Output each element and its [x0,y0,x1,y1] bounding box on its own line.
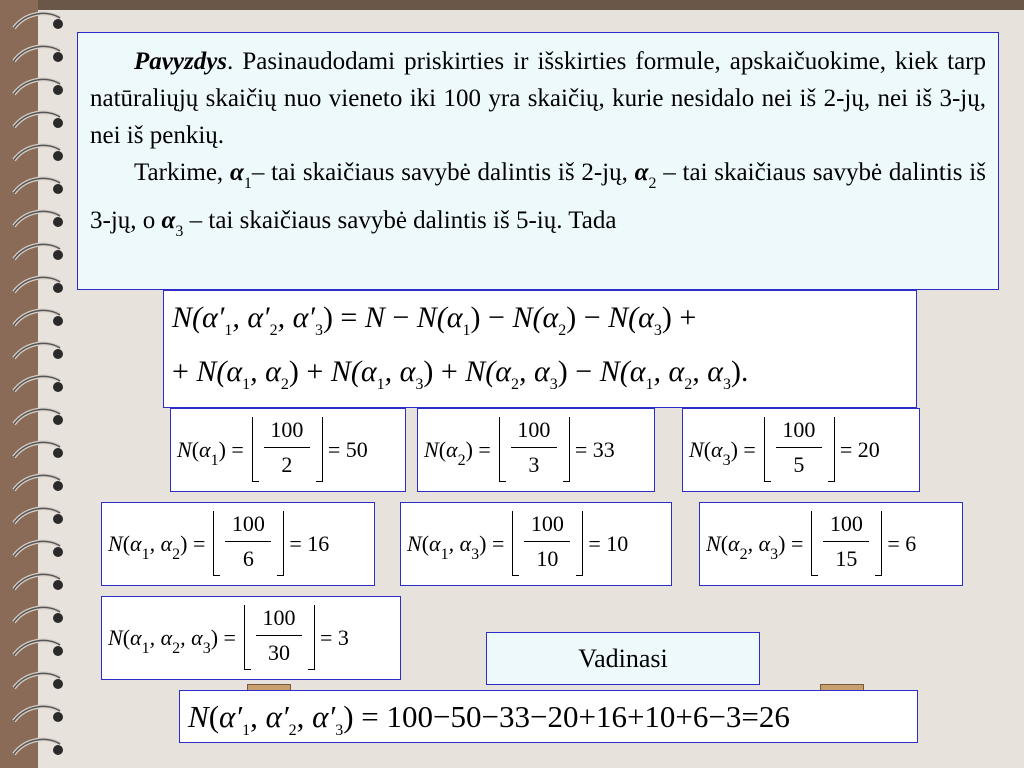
therefore-box [486,632,760,685]
floor-bracket-left [512,511,519,576]
spiral-coil [8,74,66,100]
fraction: 100 3 [511,417,557,478]
spiral-coil [8,602,66,628]
calc-result: = 50 [327,437,368,462]
spiral-coil [8,635,66,661]
spiral-coil [8,173,66,199]
calc-result: = 20 [839,437,880,462]
fraction: 100 2 [264,417,310,478]
example-text-box [77,32,999,290]
calc-lhs: $N(\alpha_2)$ = [424,437,491,469]
floor-bracket-left [213,511,220,576]
paragraph-2: Tarkime, $\alpha_1-$ tai skaičiaus savybė dalintis iš 2-jų, $\alpha_2$ – tai skaičiaus savybė dalintis iš 3-jų, o $\alpha_3$ – tai skaičiaus savybė dalintis iš 5-ių. Tada [90,159,986,240]
fraction: 100 15 [823,511,869,572]
calc-lhs: $N(\alpha_1)$ = [177,437,244,469]
calc-box [170,408,406,492]
spiral-coil [8,437,66,463]
floor-bracket-right [316,417,323,482]
spiral-coil [8,668,66,694]
calc-result: = 6 [887,531,917,556]
calc-result: = 16 [289,531,330,556]
p2-c: – tai skaičiaus savybė dalintis iš 3-jų, o [90,159,986,234]
paragraph-1 [90,43,986,154]
calc-lhs: $N(\alpha_3)$ = [689,437,756,469]
floor-bracket-right [308,605,315,670]
spiral-coil [8,239,66,265]
fraction: 100 10 [524,511,570,572]
formula-line-2: + $N(\alpha_1$, $\alpha_2) + N(\alpha_1$, $\alpha_3) + N(\alpha_2$, $\alpha_3) - N(\alpha_1$, $\alpha_2$, $\alpha_3$). [172,355,749,393]
p2-d: – tai skaičiaus savybė dalintis iš 5-ių. Tada [183,207,617,234]
spiral-coil [8,470,66,496]
spiral-coil [8,107,66,133]
fraction: 100 30 [256,605,302,666]
spiral-coil [8,569,66,595]
floor-bracket-left [811,511,818,576]
spiral-coil [8,371,66,397]
spiral-coil [8,8,66,34]
calc-lhs: $N(\alpha_1$, $\alpha_2$, $\alpha_3$) = [108,625,236,657]
floor-bracket-right [875,511,882,576]
spiral-coil [8,206,66,232]
spiral-coil [8,41,66,67]
example-label: Pavyzdys [134,48,228,75]
spiral-coil [8,536,66,562]
floor-bracket-left [499,417,506,482]
final-result-box [179,690,918,743]
floor-bracket-left [764,417,771,482]
calc-box [101,596,401,680]
spiral-coil [8,701,66,727]
paragraph-1-text: . Pasinaudodami priskirties ir išskirties formule, apskaičuokime, kiek tarp natūraliųjų skaičių nuo vieneto iki 100 yra skaičių, kurie nesidalo nei iš 2-jų, nei iš 3-jų, nei iš penkių. [90,48,986,149]
floor-bracket-right [576,511,583,576]
floor-bracket-right [828,417,835,482]
spiral-coil [8,734,66,760]
spiral-coil [8,305,66,331]
spiral-coil [8,140,66,166]
floor-bracket-left [244,605,251,670]
calc-box [101,502,375,586]
spiral-coil [8,272,66,298]
formula-line-1: $N(\alpha'_1$, $\alpha'_2$, $\alpha'_3) = N - N(\alpha_1) - N(\alpha_2) - N(\alpha_3)$ + [172,301,697,339]
top-border [0,0,1024,10]
calc-lhs: $N(\alpha_2$, $\alpha_3$) = [706,531,804,563]
inclusion-exclusion-formula [163,290,917,408]
calc-result: = 3 [319,625,349,650]
calc-box [682,408,920,492]
p2-a: Tarkime, [134,159,230,186]
floor-bracket-right [563,417,570,482]
calc-lhs: $N(\alpha_1$, $\alpha_2$) = [108,531,206,563]
fraction: 100 5 [776,417,822,478]
fraction: 100 6 [225,511,271,572]
spiral-coil [8,404,66,430]
therefore-label: Vadinasi [578,643,668,673]
calc-box [417,408,655,492]
floor-bracket-left [252,417,259,482]
calc-result: = 10 [588,531,629,556]
p2-b: – tai skaičiaus savybė dalintis iš 2-jų, [251,159,635,186]
final-rhs: 100−50−33−20+16+10+6−3=26 [386,699,790,734]
floor-bracket-right [277,511,284,576]
final-result: $N(\alpha'_1$, $\alpha'_2$, $\alpha'_3) = 100-50-33-20+16+10+6-3=26$ [188,699,790,739]
spiral-coil [8,338,66,364]
calc-result: = 33 [574,437,615,462]
calc-box [400,502,672,586]
calc-box [699,502,963,586]
spiral-coil [8,503,66,529]
calc-lhs: $N(\alpha_1$, $\alpha_3$) = [407,531,505,563]
